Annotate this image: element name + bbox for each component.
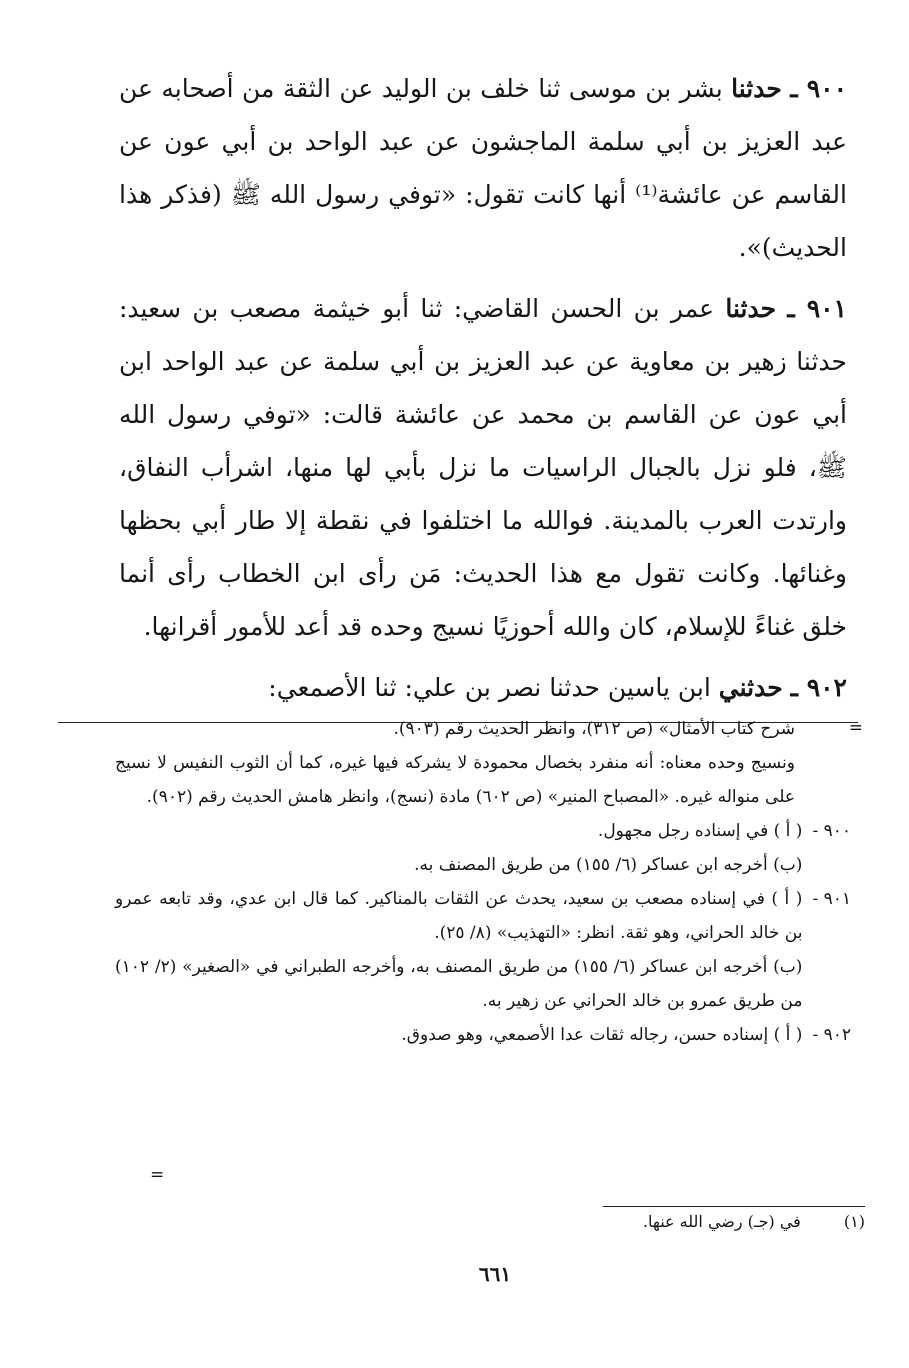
note-900 xyxy=(115,814,851,882)
hadith-number: ٩٠١ ـ xyxy=(787,294,847,323)
hadith-number: ٩٠٢ ـ xyxy=(790,673,847,702)
hadith-901 xyxy=(119,282,847,653)
note-label: ٩٠٠ - xyxy=(812,821,851,841)
narration-keyword: حدثني xyxy=(718,673,783,702)
page-number: ٦٦١ xyxy=(478,1262,512,1286)
footnote-label: (١) xyxy=(843,1212,865,1231)
footnote-text: في (جـ) رضي الله عنها. xyxy=(642,1212,801,1231)
footnote-divider xyxy=(603,1206,865,1207)
footnotes-section xyxy=(115,712,851,1052)
main-text xyxy=(119,62,847,722)
note-a: ( أ ) في إسناده مصعب بن سعيد، يحدث عن الثقات بالمناكير. كما قال ابن عدي، وقد تابعه عمرو بن خالد الحراني، وهو ثقة. انظر: «التهذيب» (٨/ ٢٥). xyxy=(115,889,803,943)
note-continuation: ونسيج وحده معناه: أنه منفرد بخصال محمودة لا يشركه فيها غيره، كما أن الثوب النفيس لا نسيج على منواله غيره. «المصباح المنير» (ص ٦٠٢) مادة (نسج)، وانظر هامش الحديث رقم (٩٠٢). xyxy=(115,753,795,807)
note-label: ٩٠١ - xyxy=(812,889,851,909)
continuation-mark: = xyxy=(848,718,863,738)
note-continuation: شرح كتاب الأمثال» (ص ٣١٢)، وانظر الحديث رقم (٩٠٣). xyxy=(393,719,795,739)
hadith-text: عمر بن الحسن القاضي: ثنا أبو خيثمة مصعب بن سعيد: حدثنا زهير بن معاوية عن عبد العزيز بن أبي سلمة عن عبد الواحد ابن أبي عون عن القاسم بن محمد عن عائشة قالت: «توفي رسول الله ﷺ، فلو نزل بالجبال الراسيات ما نزل بأبي لها منها، اشرأب النفاق، وارتدت العرب بالمدينة. فوالله ما اختلفوا في نقطة إلا طار أبي بحظها وغنائها. وكانت تقول مع هذا الحديث: مَن رأى ابن الخطاب رأى أنما خلق غناءً للإسلام، كان والله أحوزيًا نسيج وحده قد أعد للأمور أقرانها. xyxy=(119,294,847,641)
narration-keyword: حدثنا xyxy=(731,74,782,103)
note-a: ( أ ) في إسناده رجل مجهول. xyxy=(597,821,803,841)
hadith-900 xyxy=(119,62,847,274)
hadith-text: بشر بن موسى ثنا خلف بن الوليد عن الثقة من أصحابه عن عبد العزيز بن أبي سلمة الماجشون عن عبد الواحد بن أبي عون عن القاسم عن عائشة⁽¹⁾ أنها كانت تقول: «توفي رسول الله ﷺ (فذكر هذا الحديث)». xyxy=(119,74,847,262)
note-label: ٩٠٢ - xyxy=(812,1025,851,1045)
note-a: ( أ ) إسناده حسن، رجاله ثقات عدا الأصمعي، وهو صدوق. xyxy=(401,1025,803,1045)
note-901 xyxy=(115,882,851,1018)
hadith-number: ٩٠٠ ـ xyxy=(790,74,848,103)
note-b: (ب) أخرجه ابن عساكر (٦/ ١٥٥) من طريق المصنف به، وأخرجه الطبراني في «الصغير» (٢/ ١٠٢) من طريق عمرو بن خالد الحراني عن زهير به. xyxy=(115,957,803,1011)
continuation-mark: = xyxy=(150,1165,165,1185)
hadith-text: ابن ياسين حدثنا نصر بن علي: ثنا الأصمعي: xyxy=(268,673,711,702)
hadith-902 xyxy=(119,661,847,714)
footnote xyxy=(565,1208,865,1236)
note-b: (ب) أخرجه ابن عساكر (٦/ ١٥٥) من طريق المصنف به. xyxy=(414,855,803,875)
note-902 xyxy=(115,1018,851,1052)
narration-keyword: حدثنا xyxy=(725,294,777,323)
